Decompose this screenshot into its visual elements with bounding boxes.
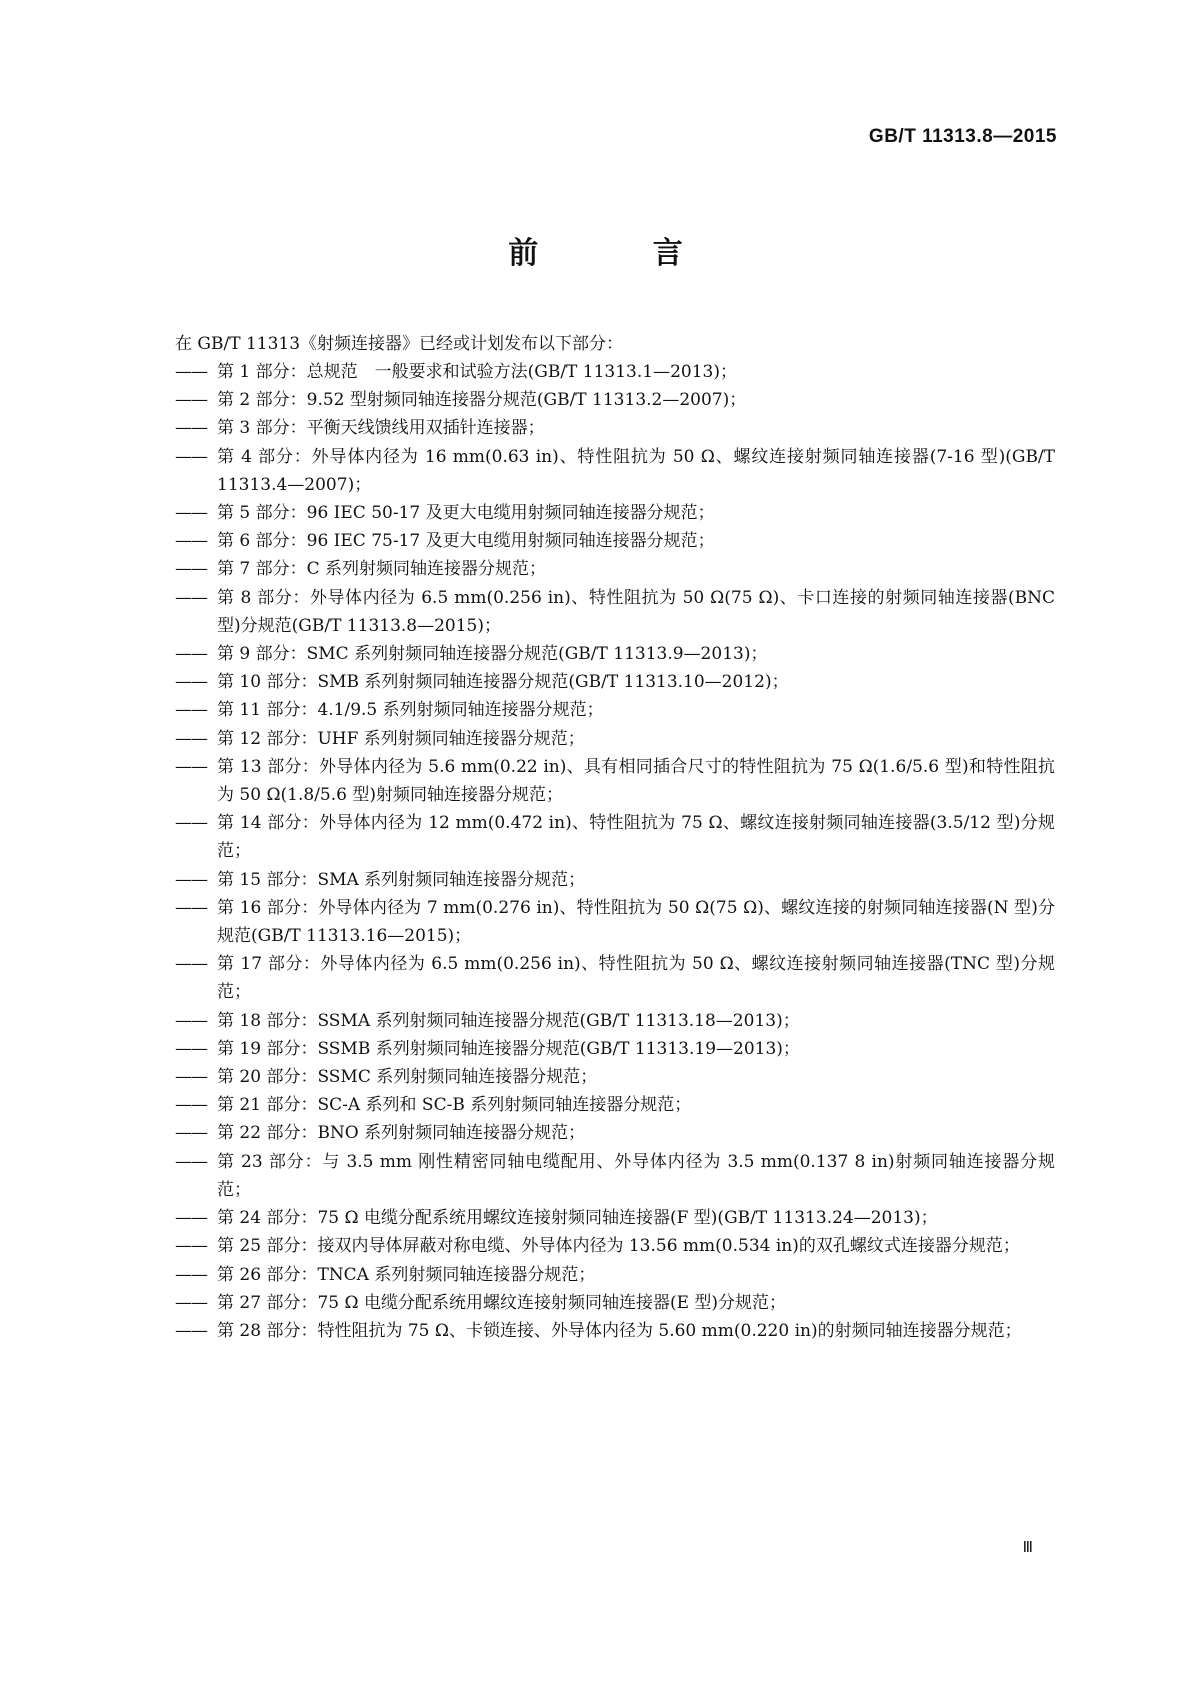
list-dash: —— <box>175 446 207 467</box>
list-dash: —— <box>175 1151 207 1172</box>
list-item <box>175 753 1055 809</box>
list-item <box>175 1317 1055 1345</box>
list-item-text: 第 4 部分：外导体内径为 16 mm(0.63 in)、特性阻抗为 50 Ω、螺纹连接射频同轴连接器(7-16 型)(GB/T 11313.4—2007)； <box>217 446 1055 495</box>
list-dash: —— <box>175 587 207 608</box>
list-item-text: 第 15 部分：SMA 系列射频同轴连接器分规范； <box>217 869 586 890</box>
list-item <box>175 1204 1055 1232</box>
list-dash: —— <box>175 390 207 411</box>
list-item <box>175 1063 1055 1091</box>
list-item-text: 第 21 部分：SC-A 系列和 SC-B 系列射频同轴连接器分规范； <box>217 1095 692 1116</box>
list-item-text: 第 5 部分：96 IEC 50-17 及更大电缆用射频同轴连接器分规范； <box>217 503 715 524</box>
list-item <box>175 584 1055 640</box>
list-item-text: 第 1 部分：总规范 一般要求和试验方法(GB/T 11313.1—2013)； <box>217 362 737 382</box>
list-item <box>175 696 1055 724</box>
list-item-text: 第 3 部分：平衡天线馈线用双插针连接器； <box>217 418 545 439</box>
list-dash: —— <box>175 756 207 777</box>
list-dash: —— <box>175 362 207 382</box>
list-item-text: 第 25 部分：接双内导体屏蔽对称电缆、外导体内径为 13.56 mm(0.534 in)的双孔螺纹式连接器分规范； <box>217 1236 1020 1257</box>
list-dash: —— <box>175 1292 207 1313</box>
list-item <box>175 1007 1055 1035</box>
list-item <box>175 499 1055 527</box>
list-item-text: 第 14 部分：外导体内径为 12 mm(0.472 in)、特性阻抗为 75 Ω、螺纹连接射频同轴连接器(3.5/12 型)分规范； <box>217 813 1055 862</box>
list-dash: —— <box>175 1095 207 1116</box>
list-item <box>175 1289 1055 1317</box>
list-dash: —— <box>175 1320 207 1341</box>
list-item-text: 第 9 部分：SMC 系列射频同轴连接器分规范(GB/T 11313.9—2013)； <box>217 644 768 665</box>
list-dash: —— <box>175 1208 207 1229</box>
list-item-text: 第 24 部分：75 Ω 电缆分配系统用螺纹连接射频同轴连接器(F 型)(GB/T 11313.24—2013)； <box>217 1208 938 1229</box>
list-item-text: 第 7 部分：C 系列射频同轴连接器分规范； <box>217 559 547 580</box>
list-item-text: 第 2 部分：9.52 型射频同轴连接器分规范(GB/T 11313.2—2007)； <box>217 390 747 411</box>
list-item <box>175 358 1055 386</box>
list-dash: —— <box>175 559 207 580</box>
list-item <box>175 866 1055 894</box>
list-dash: —— <box>175 1123 207 1144</box>
list-item <box>175 414 1055 442</box>
list-item <box>175 1261 1055 1289</box>
list-dash: —— <box>175 1067 207 1088</box>
list-item <box>175 443 1055 499</box>
list-item <box>175 1232 1055 1260</box>
list-item-text: 第 28 部分：特性阻抗为 75 Ω、卡锁连接、外导体内径为 5.60 mm(0.220 in)的射频同轴连接器分规范； <box>217 1320 1022 1341</box>
list-item-text: 第 20 部分：SSMC 系列射频同轴连接器分规范； <box>217 1067 598 1088</box>
list-item-text: 第 11 部分：4.1/9.5 系列射频同轴连接器分规范； <box>217 700 604 721</box>
list-dash: —— <box>175 897 207 918</box>
list-item-text: 第 22 部分：BNO 系列射频同轴连接器分规范； <box>217 1123 586 1144</box>
list-dash: —— <box>175 503 207 524</box>
list-dash: —— <box>175 728 207 749</box>
list-item-text: 第 12 部分：UHF 系列射频同轴连接器分规范； <box>217 728 585 749</box>
list-dash: —— <box>175 1236 207 1257</box>
list-item <box>175 725 1055 753</box>
list-item-text: 第 16 部分：外导体内径为 7 mm(0.276 in)、特性阻抗为 50 Ω(75 Ω)、螺纹连接的射频同轴连接器(N 型)分规范(GB/T 11313.16—2015)； <box>217 897 1055 947</box>
list-item-text: 第 10 部分：SMB 系列射频同轴连接器分规范(GB/T 11313.10—2012)； <box>217 672 789 693</box>
list-item <box>175 1148 1055 1204</box>
list-item <box>175 1035 1055 1063</box>
list-item <box>175 1091 1055 1119</box>
list-dash: —— <box>175 869 207 890</box>
list-item <box>175 555 1055 583</box>
list-item <box>175 1119 1055 1147</box>
page-title: 前 言 <box>508 236 735 271</box>
list-dash: —— <box>175 700 207 721</box>
list-dash: —— <box>175 418 207 439</box>
list-dash: —— <box>175 954 207 975</box>
list-item <box>175 809 1055 865</box>
list-dash: —— <box>175 672 207 693</box>
list-item-text: 第 27 部分：75 Ω 电缆分配系统用螺纹连接射频同轴连接器(E 型)分规范； <box>217 1292 787 1313</box>
list-item-text: 第 23 部分：与 3.5 mm 刚性精密同轴电缆配用、外导体内径为 3.5 mm(0.137 8 in)射频同轴连接器分规范； <box>217 1151 1055 1200</box>
list-dash: —— <box>175 1264 207 1285</box>
list-item <box>175 640 1055 668</box>
list-item-text: 第 6 部分：96 IEC 75-17 及更大电缆用射频同轴连接器分规范； <box>217 531 715 552</box>
list-item-text: 第 17 部分：外导体内径为 6.5 mm(0.256 in)、特性阻抗为 50 Ω、螺纹连接射频同轴连接器(TNC 型)分规范； <box>217 954 1055 1003</box>
list-item-text: 第 19 部分：SSMB 系列射频同轴连接器分规范(GB/T 11313.19—2013)； <box>217 1038 800 1059</box>
intro-paragraph: 在 GB/T 11313《射频连接器》已经或计划发布以下部分： <box>175 334 624 354</box>
list-item-text: 第 26 部分：TNCA 系列射频同轴连接器分规范； <box>217 1264 596 1285</box>
list-item <box>175 668 1055 696</box>
list-item-text: 第 13 部分：外导体内径为 5.6 mm(0.22 in)、具有相同插合尺寸的特性阻抗为 75 Ω(1.6/5.6 型)和特性阻抗为 50 Ω(1.8/5.6 型)射频同轴连接器分规范； <box>217 756 1055 806</box>
list-dash: —— <box>175 531 207 552</box>
list-item <box>175 950 1055 1006</box>
list-dash: —— <box>175 813 207 834</box>
standard-code: GB/T 11313.8—2015 <box>868 126 1057 147</box>
list-item <box>175 527 1055 555</box>
list-dash: —— <box>175 644 207 665</box>
list-item-text: 第 18 部分：SSMA 系列射频同轴连接器分规范(GB/T 11313.18—2013)； <box>217 1010 800 1031</box>
list-dash: —— <box>175 1038 207 1059</box>
list-item <box>175 894 1055 950</box>
page-number: Ⅲ <box>1022 1538 1033 1556</box>
list-item-text: 第 8 部分：外导体内径为 6.5 mm(0.256 in)、特性阻抗为 50 Ω(75 Ω)、卡口连接的射频同轴连接器(BNC 型)分规范(GB/T 11313.8—2015)； <box>217 587 1055 636</box>
parts-list <box>175 358 1055 1345</box>
list-item <box>175 386 1055 414</box>
list-dash: —— <box>175 1010 207 1031</box>
